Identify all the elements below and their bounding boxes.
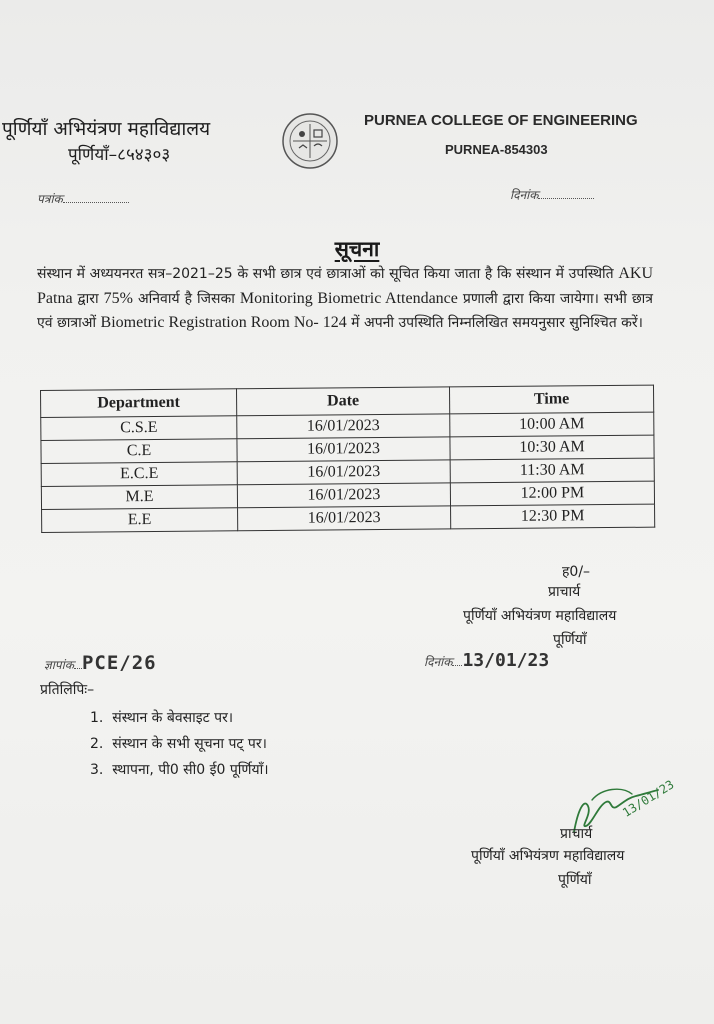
cell-department: E.E [42,508,238,533]
body-part: Monitoring Biometric Attendance [239,289,458,307]
college-name-hindi: पूर्णियाँ अभियंत्रण महाविद्यालय [2,118,211,140]
body-part: 75% [103,289,133,307]
cell-date: 16/01/2023 [237,483,450,508]
copy-to-item: 1. संस्थान के बेवसाइट पर। [90,710,234,726]
cell-time: 10:00 AM [450,412,654,437]
signature-designation: प्राचार्य [548,584,581,600]
body-part: प्रणाली द्वारा किया जायेगा। सभी छात्र एवं छात्राओं [37,290,654,331]
date-label: दिनांक [510,188,539,202]
memo-ref-value: PCE/26 [81,652,157,674]
body-part: में अपनी उपस्थिति निम्नलिखित समयनुसार सुनिश्चित करें। [346,315,643,331]
signature-sd: ह0/– [562,564,591,580]
cell-date: 16/01/2023 [237,460,450,485]
cell-date: 16/01/2023 [237,414,450,439]
memo-date-value: 13/01/23 [462,650,550,671]
cell-time: 10:30 AM [450,435,654,460]
schedule-table [40,385,655,533]
college-name-english: PURNEA COLLEGE OF ENGINEERING [364,112,638,129]
memo-date [424,650,549,671]
body-part: द्वारा [72,290,104,307]
body-part: संस्थान में अध्ययनरत सत्र–2021–25 के सभी छात्र एवं छात्राओं को सूचित किया जाता है कि संस्थान में उपस्थिति [37,266,619,282]
handwritten-date: 13/01/23 [620,777,677,820]
copy-to-item: 2. संस्थान के सभी सूचना पट् पर। [90,736,267,752]
college-city-hindi: पूर्णियाँ–८५४३०३ [68,145,171,165]
header-department: Department [41,389,237,418]
cell-date: 16/01/2023 [237,437,450,462]
cell-date: 16/01/2023 [238,506,451,531]
cell-time: 12:00 PM [450,481,654,506]
notice-title: सूचना [334,237,380,261]
cell-department: C.S.E [41,416,237,441]
signature2-city: पूर्णियाँ [558,872,592,888]
cell-department: E.C.E [41,462,237,487]
ref-label: पत्रांक [37,192,63,206]
table-row [42,504,655,532]
header-date: Date [236,387,449,416]
cell-time: 12:30 PM [451,504,655,529]
signature2-designation: प्राचार्य [560,826,593,842]
cell-time: 11:30 AM [450,458,654,483]
memo-date-label: दिनांक [424,655,453,669]
cell-department: M.E [41,485,237,510]
memo-ref-label: ज्ञापांक [44,658,74,672]
header-time: Time [449,385,653,414]
cell-department: C.E [41,439,237,464]
notice-body [37,262,653,336]
memo-ref [44,652,157,674]
copy-to-item: 3. स्थापना, पी0 सी0 ई0 पूर्णियाँ। [90,762,269,778]
signature-institution: पूर्णियाँ अभियंत्रण महाविद्यालय [463,608,617,624]
ref-field [37,190,129,207]
date-field [510,186,594,203]
copy-to-label: प्रतिलिपिः– [40,682,95,698]
signature-city: पूर्णियाँ [553,632,587,648]
signature2-institution: पूर्णियाँ अभियंत्रण महाविद्यालय [471,848,625,864]
body-part: अनिवार्य है जिसका [132,290,240,307]
college-city-english: PURNEA-854303 [445,142,548,157]
body-part: AKU Patna [37,265,653,307]
body-part: Biometric Registration Room No- 124 [100,314,347,331]
college-emblem [281,112,339,170]
